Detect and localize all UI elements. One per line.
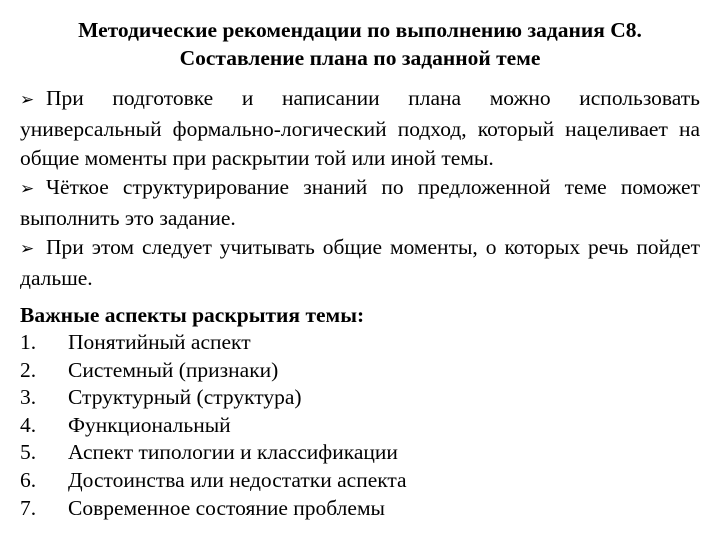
aspect-number: 1.: [20, 330, 37, 354]
bullet-item: [20, 233, 700, 293]
aspect-item: [20, 495, 700, 523]
arrow-bullet-icon: ➢: [20, 179, 35, 199]
bullet-text: При этом следует учитывать общие моменты, о которых речь пойдет дальше.: [20, 235, 700, 290]
aspect-number: 5.: [20, 440, 37, 465]
bullet-item: [20, 84, 700, 173]
aspect-text: Достоинства или недостатки аспекта: [68, 467, 407, 492]
aspect-item: [20, 467, 700, 495]
bullet-text: При подготовке и написании плана можно использовать универсальный формально-логический подход, который нацеливает на общие моменты при раскрытии той или иной темы.: [20, 86, 700, 170]
aspect-text: Системный (признаки): [68, 357, 279, 382]
aspects-section: [20, 301, 700, 522]
title-line-2: Составление плана по заданной теме: [179, 46, 541, 70]
aspect-text: Аспект типологии и классификации: [68, 440, 398, 465]
bullet-text: Чёткое структурирование знаний по предложенной теме поможет выполнить это задание.: [20, 175, 700, 230]
bullet-item: [20, 173, 700, 233]
aspect-item: [20, 357, 700, 385]
aspect-item: [20, 412, 700, 440]
aspect-item: [20, 329, 700, 357]
bullet-list: [20, 84, 700, 293]
aspects-heading: Важные аспекты раскрытия темы:: [20, 303, 365, 327]
aspect-number: 2.: [20, 357, 37, 382]
arrow-bullet-icon: ➢: [20, 239, 35, 259]
aspect-text: Современное состояние проблемы: [68, 495, 385, 520]
aspect-item: [20, 439, 700, 467]
arrow-bullet-icon: ➢: [20, 90, 35, 110]
aspect-text: Понятийный аспект: [68, 330, 251, 354]
aspect-number: 6.: [20, 467, 37, 492]
page-title: [20, 16, 700, 72]
aspect-text: Функциональный: [68, 412, 231, 437]
aspect-text: Структурный (структура): [68, 385, 302, 410]
aspect-list: [20, 329, 700, 522]
aspect-item: [20, 384, 700, 412]
aspect-number: 4.: [20, 412, 37, 437]
aspect-number: 3.: [20, 385, 37, 410]
title-line-1: Методические рекомендации по выполнению задания С8.: [78, 18, 642, 42]
aspect-number: 7.: [20, 495, 37, 520]
